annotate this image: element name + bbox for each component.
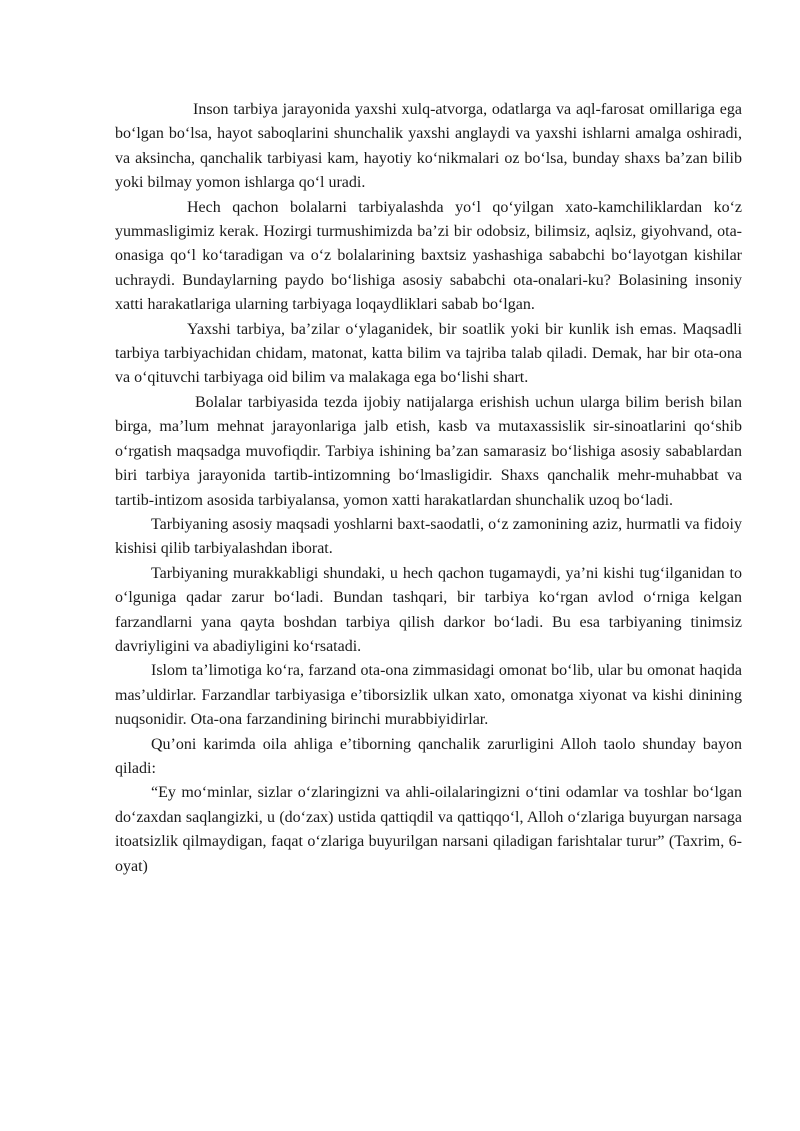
paragraph-7: Islom taʼlimotiga koʻra, farzand ota-ona zimmasidagi omonat boʻlib, ular bu omonat haqida masʼuldirlar. Farzandlar tarbiyasiga eʼtiborsizlik ulkan xato, omonatga xiyonat va kishi dinining nuqsonidir. Ota-ona farzandining birinchi murabbiyidirlar. (115, 662, 742, 729)
paragraph-6: Tarbiyaning murakkabligi shundaki, u hech qachon tugamaydi, yaʼni kishi tugʻilganidan to oʻlguniga qadar zarur boʻladi. Bundan tashqari, bir tarbiya koʻrgan avlod oʻrniga kelgan farzandlarni yana qayta boshdan tarbiya qilish darkor boʻladi. Bu esa tarbiyaning tinimsiz davriyligini va abadiyligini koʻrsatadi. (115, 564, 742, 655)
paragraph-4: Bolalar tarbiyasida tezda ijobiy natijalarga erishish uchun ularga bilim berish bilan birga, maʼlum mehnat jarayonlariga jalb etish, kasb va mutaxassislik sir-sinoatlarini qoʻshib oʻrgatish maqsadga muvofiqdir. Tarbiya ishining baʼzan samarasiz boʻlishiga asosiy sabablardan biri tarbiya jarayonida tartib-intizomning boʻlmasligidir. Shaxs qanchalik mehr-muhabbat va tartib-intizom asosida tarbiyalansa, yomon xatti harakatlardan shunchalik uzoq boʻladi. (115, 393, 742, 509)
quote-paragraph: “Ey moʻminlar, sizlar oʻzlaringizni va ahli-oilalaringizni oʻtini odamlar va toshlar boʻlgan doʻzaxdan saqlangizki, u (doʻzax) ustida qattiqdil va qattiqqoʻl, Alloh oʻzlariga buyurgan narsaga itoatsizlik qilmaydigan, faqat oʻzlariga buyurilgan narsani qiladigan farishtalar turur” (Taxrim, 6-oyat) (115, 784, 742, 875)
paragraph-1: Inson tarbiya jarayonida yaxshi xulq-atvorga, odatlarga va aql-farosat omillariga ega boʻlgan boʻlsa, hayot saboqlarini shunchalik yaxshi anglaydi va yaxshi ishlarni amalga oshiradi, va aksincha, qanchalik tarbiyasi kam, hayotiy koʻnikmalari oz boʻlsa, bunday shaxs baʼzan bilib yoki bilmay yomon ishlarga qoʻl uradi. (115, 101, 742, 192)
document-page (115, 98, 742, 879)
paragraph-3: Yaxshi tarbiya, baʼzilar oʻylaganidek, bir soatlik yoki bir kunlik ish emas. Maqsadli tarbiya tarbiyachidan chidam, matonat, katta bilim va tajriba talab qiladi. Demak, har bir ota-ona va oʻqituvchi tarbiyaga oid bilim va malakaga ega boʻlishi shart. (115, 320, 742, 387)
paragraph-5: Tarbiyaning asosiy maqsadi yoshlarni baxt-saodatli, oʻz zamonining aziz, hurmatli va fidoiy kishisi qilib tarbiyalashdan iborat. (115, 515, 742, 558)
paragraph-8: Quʼoni karimda oila ahliga eʼtiborning qanchalik zarurligini Alloh taolo shunday bayon qiladi: (115, 735, 742, 777)
paragraph-2: Hech qachon bolalarni tarbiyalashda yoʻl qoʻyilgan xato-kamchiliklardan koʻz yummasligimiz kerak. Hozirgi turmushimizda baʼzi bir odobsiz, bilimsiz, aqlsiz, giyohvand, ota-onasiga qoʻl koʻtaradigan va oʻz bolalarining baxtsiz yashashiga sababchi boʻlayotgan kishilar uchraydi. Bundaylarning paydo boʻlishiga asosiy sababchi ota-onalari-ku? Bolasining insoniy xatti harakatlariga ularning tarbiyaga loqaydliklari sabab boʻlgan. (115, 198, 742, 314)
